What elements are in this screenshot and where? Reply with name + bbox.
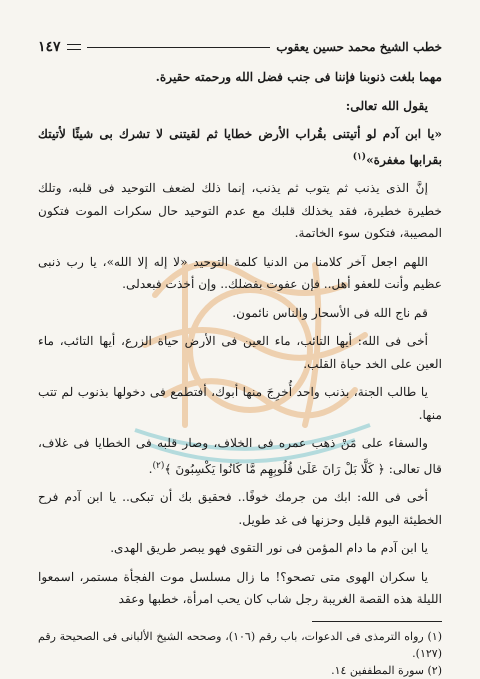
footnote-2: (٢) سورة المطففين ١٤. <box>331 663 442 677</box>
hadith-text: «يا ابن آدم لو أتيتنى بقُراب الأرض خطايا ثم لقيتنى لا تشرك بى شيئًا لأتيتك بقرابها مغفرة» <box>38 127 442 167</box>
paragraph-8: يا طالب الجنة، بذنب واحد أُخرِجَ منها أبوك، أفتطمع فى دخولها بذنوب لم تتب منها. <box>38 385 442 422</box>
paragraph-10: أخى فى الله: ابك من جرمك خوفًا.. فحقيق بك أن تبكى.. يا ابن آدم فرح الخطيئة اليوم قليل وحزنها فى غد طويل. <box>38 490 442 527</box>
hadith-quote <box>38 123 442 171</box>
header-ornament <box>67 44 81 50</box>
page-number: ١٤٧ <box>38 39 61 55</box>
paragraph-5: اللهم اجعل آخر كلامنا من الدنيا كلمة التوحيد «لا إله إلا الله»، يا رب ذنبى عظيم وأنت للعفو أهل.. فإن عفوت بفضلك.. وإن أخذت فبعدلى. <box>38 254 442 292</box>
footnote-ref-1: (١) <box>352 151 367 162</box>
header-title: خطب الشيخ محمد حسين يعقوب <box>276 40 442 54</box>
paragraph-12: يا سكران الهوى متى تصحو؟! ما زال مسلسل موت الفجأة مستمر، اسمعوا الليلة هذه القصة الغريبة رجل شاب كان يحب امرأة، خطبها وعقد <box>38 569 442 607</box>
paragraph-6: قم ناج الله فى الأسحار والناس نائمون. <box>232 305 428 320</box>
footnote-ref-2: (٢) <box>152 460 165 471</box>
paragraph-7: أخى فى الله: أيها التائب، ماء العين فى الأرض حياة الزرع، أيها التائب، ماء العين على الخد حياة القلب. <box>38 334 442 371</box>
running-header <box>38 38 442 56</box>
paragraph-9-text: والسفاء على مَنْ ذهب عمره فى الخلاف، وصار قلبه فى الخطايا فى غلاف، قال تعالى: ﴿ كَلَّا بَلْ رَانَ عَلَىٰ قُلُوبِهِم مَّا كَانُوا يَكْسِبُونَ ﴾ <box>38 436 442 476</box>
header-rule <box>87 47 271 48</box>
paragraph-11: يا ابن آدم ما دام المؤمن فى نور التقوى فهو يبصر طريق الهدى. <box>110 541 428 556</box>
paragraph-4: إنَّ الذى يذنب ثم يتوب ثم يذنب، إنما ذلك لضعف التوحيد فى قلبه، وتلك خطيرة خطيرة، فقد يخذلك قلبك مع عدم التوحيد حال سكرات الموت فتكون المصيبة، فتكون سوء الخاتمة. <box>38 181 442 241</box>
footnote-rule <box>312 621 442 622</box>
paragraph-2: يقول الله تعالى: <box>345 98 428 113</box>
paragraph-9: والسفاء على مَنْ ذهب عمره فى الخلاف، وصار قلبه فى الخطايا فى غلاف، قال تعالى: ﴿ كَلَّا بَلْ رَانَ عَلَىٰ قُلُوبِهِم مَّا كَانُوا يَكْسِبُونَ ﴾$^{(٢)}$. <box>38 436 442 476</box>
paragraph-1: مهما بلغت ذنوبنا فإننا فى جنب فضل الله ورحمته حقيرة. <box>155 70 442 84</box>
book-page <box>38 38 442 677</box>
footnote-1: (١) رواه الترمذى فى الدعوات، باب رقم (١٠٦)، وصححه الشيخ الألبانى فى الصحيحة رقم (١٢٧). <box>38 629 442 660</box>
